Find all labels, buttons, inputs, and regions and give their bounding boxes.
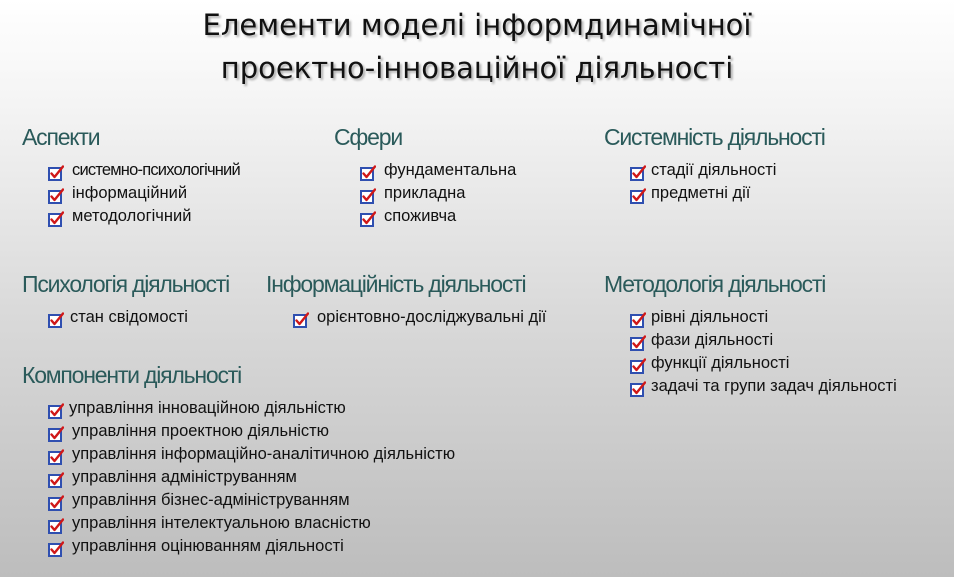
item-label: прикладна [384,184,466,202]
list-item [630,306,897,329]
checked-checkbox-icon [360,165,376,181]
checked-checkbox-icon [48,472,64,488]
list-item [48,512,455,535]
item-label: управління бізнес-адмініструванням [72,491,350,509]
section-information [266,271,546,329]
section-systemic [604,124,825,205]
item-label: управління адмініструванням [72,468,297,486]
checked-checkbox-icon [360,211,376,227]
list-item [48,159,240,182]
list-item [48,535,455,558]
item-label: фази діяльності [651,331,774,349]
list-item [360,182,516,205]
item-list [630,306,897,398]
checked-checkbox-icon [48,495,64,511]
section-methodology [604,271,897,398]
item-label: управління інноваційною діяльністю [69,399,346,417]
list-item [630,375,897,398]
checked-checkbox-icon [630,335,646,351]
list-item [48,182,240,205]
checked-checkbox-icon [630,165,646,181]
section-heading: Компоненти діяльності [22,362,242,388]
list-item [48,466,455,489]
checked-checkbox-icon [48,426,64,442]
checked-checkbox-icon [630,188,646,204]
item-list [293,306,546,329]
checked-checkbox-icon [630,358,646,374]
checked-checkbox-icon [630,381,646,397]
list-item [48,397,455,420]
list-item [48,205,240,228]
item-label: управління інтелектуальною власністю [72,514,371,532]
page-title-line-1: Елементи моделі інформдинамічної [202,8,752,42]
item-label: управління інформаційно-аналітичною діяльністю [72,445,456,463]
item-label: задачі та групи задач діяльності [651,377,897,395]
checked-checkbox-icon [360,188,376,204]
checked-checkbox-icon [48,312,64,328]
item-list [48,306,229,329]
section-heading: Аспекти [22,124,100,150]
checked-checkbox-icon [293,312,309,328]
checked-checkbox-icon [48,165,64,181]
section-heading: Сфери [334,124,402,150]
item-label: фундаментальна [384,161,517,179]
section-heading: Психологія діяльності [22,271,230,297]
item-label: стан свідомості [70,308,188,326]
checked-checkbox-icon [630,312,646,328]
list-item [48,489,455,512]
item-label: управління оцінюванням діяльності [72,537,344,555]
list-item [630,352,897,375]
item-label: управління проектною діяльністю [72,422,330,440]
item-label: інформаційний [72,184,188,202]
page-title [0,4,954,90]
list-item [48,420,455,443]
list-item [630,329,897,352]
item-label: функції діяльності [651,354,790,372]
item-label: рівні діяльності [651,308,769,326]
item-list [48,159,240,228]
checked-checkbox-icon [48,518,64,534]
section-heading: Системність діяльності [604,124,825,150]
item-list [360,159,516,228]
list-item [360,159,516,182]
section-heading: Методологія діяльності [604,271,826,297]
item-label: стадії діяльності [651,161,777,179]
list-item [360,205,516,228]
list-item [630,159,825,182]
list-item [48,443,455,466]
item-label: предметні дії [651,184,751,202]
checked-checkbox-icon [48,449,64,465]
item-label: споживча [384,207,457,225]
section-components [22,362,455,558]
item-label: системно-психологічний [72,161,240,179]
section-spheres [334,124,516,228]
section-heading: Інформаційність діяльності [266,271,526,297]
item-list [630,159,825,205]
checked-checkbox-icon [48,188,64,204]
checked-checkbox-icon [48,403,64,419]
section-psychology [22,271,229,329]
list-item [293,306,546,329]
item-label: методологічний [72,207,192,225]
checked-checkbox-icon [48,211,64,227]
section-aspects [22,124,240,228]
page-title-line-2: проектно-інноваційної діяльності [220,51,734,85]
item-label: орієнтовно-досліджувальні дії [317,308,547,326]
checked-checkbox-icon [48,541,64,557]
list-item [630,182,825,205]
item-list [48,397,455,558]
list-item [48,306,229,329]
